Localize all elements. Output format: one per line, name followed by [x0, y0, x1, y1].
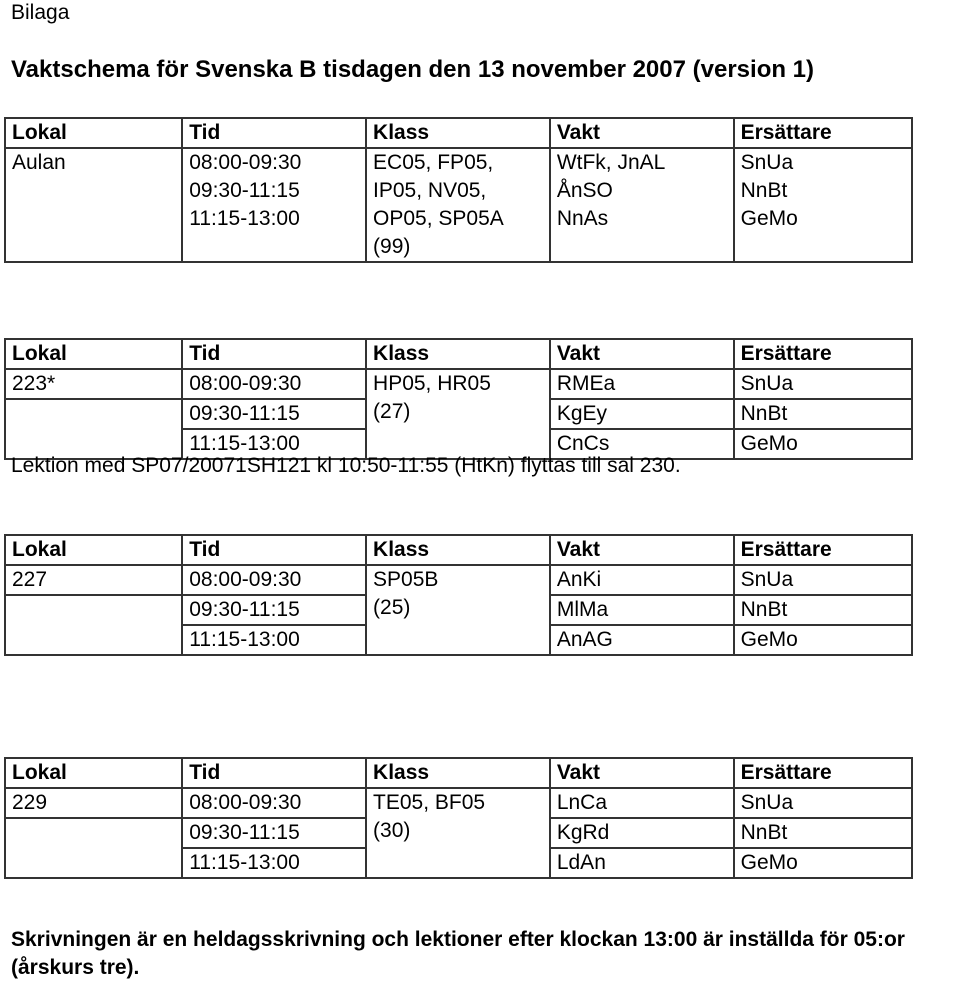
table-header-row — [5, 118, 912, 148]
schedule-table-227 — [4, 534, 913, 656]
substitute-name: GeMo — [740, 432, 798, 455]
class-count: (30) — [373, 819, 411, 842]
relocation-note: Lektion med SP07/20071SH121 kl 10:50-11:55 (HtKn) flyttas till sal 230. — [11, 454, 681, 477]
lokal-cell — [5, 565, 182, 595]
tid-cell — [182, 369, 366, 399]
substitute-name: NnBt — [740, 179, 788, 202]
table-row — [5, 148, 912, 262]
guard-name: ÅnSO — [556, 179, 613, 202]
column-header-ersattare: Ersättare — [734, 535, 912, 565]
table-header-row — [5, 758, 912, 788]
substitute-name: SnUa — [740, 372, 794, 395]
tid-cell — [182, 399, 366, 429]
vakt-cell — [550, 625, 734, 655]
tid-cell — [182, 565, 366, 595]
guard-name: LdAn — [556, 851, 606, 874]
guard-name: KgRd — [556, 821, 610, 844]
ersattare-cell — [734, 625, 912, 655]
table-row — [5, 788, 912, 818]
substitute-name: SnUa — [740, 151, 794, 174]
lokal-cell — [5, 788, 182, 818]
column-header-tid: Tid — [182, 758, 366, 788]
time-slot: 09:30-11:15 — [189, 821, 300, 844]
footer-notice: Skrivningen är en heldagsskrivning och lektioner efter klockan 13:00 är inställda för 05:or (årskurs tre). — [11, 928, 905, 979]
class-count: (27) — [373, 400, 411, 423]
class-count: (25) — [373, 596, 411, 619]
vakt-cell — [550, 369, 734, 399]
column-header-ersattare: Ersättare — [734, 118, 912, 148]
lokal-value: 229 — [12, 791, 48, 814]
lokal-value: 227 — [12, 568, 48, 591]
klass-cell — [366, 565, 550, 655]
document-label: Bilaga — [11, 1, 70, 24]
tid-cell — [182, 148, 366, 262]
guard-name: AnAG — [556, 628, 613, 651]
column-header-lokal: Lokal — [5, 535, 182, 565]
column-header-klass: Klass — [366, 758, 550, 788]
ersattare-cell — [734, 399, 912, 429]
class-line: HP05, HR05 — [373, 372, 491, 395]
substitute-name: NnBt — [740, 821, 788, 844]
tid-cell — [182, 818, 366, 848]
lokal-cell — [5, 369, 182, 399]
lokal-value: 223* — [12, 372, 56, 395]
schedule-table-223 — [4, 338, 913, 460]
schedule-table-229 — [4, 757, 913, 879]
time-slot: 11:15-13:00 — [189, 628, 300, 651]
substitute-name: NnBt — [740, 598, 788, 621]
class-line: TE05, BF05 — [373, 791, 486, 814]
guard-name: AnKi — [556, 568, 602, 591]
column-header-vakt: Vakt — [550, 535, 734, 565]
table-header-row — [5, 339, 912, 369]
time-slot: 08:00-09:30 — [189, 568, 302, 591]
table-row — [5, 565, 912, 595]
lokal-cell-empty — [5, 399, 182, 459]
column-header-vakt: Vakt — [550, 118, 734, 148]
substitute-name: SnUa — [740, 791, 794, 814]
tid-cell — [182, 848, 366, 878]
column-header-klass: Klass — [366, 339, 550, 369]
column-header-tid: Tid — [182, 339, 366, 369]
vakt-cell — [550, 565, 734, 595]
column-header-tid: Tid — [182, 118, 366, 148]
ersattare-cell — [734, 595, 912, 625]
guard-name: CnCs — [556, 432, 610, 455]
column-header-lokal: Lokal — [5, 758, 182, 788]
vakt-cell — [550, 595, 734, 625]
class-line: IP05, NV05, — [373, 179, 487, 202]
time-slot: 11:15-13:00 — [189, 851, 300, 874]
time-slot: 11:15-13:00 — [189, 207, 300, 230]
lokal-cell — [5, 148, 182, 262]
time-slot: 11:15-13:00 — [189, 432, 300, 455]
time-slot: 09:30-11:15 — [189, 179, 300, 202]
substitute-name: NnBt — [740, 402, 788, 425]
ersattare-cell — [734, 148, 912, 262]
column-header-tid: Tid — [182, 535, 366, 565]
class-line: EC05, FP05, — [373, 151, 494, 174]
substitute-name: GeMo — [740, 628, 798, 651]
column-header-ersattare: Ersättare — [734, 339, 912, 369]
schedule-table-aulan — [4, 117, 913, 263]
time-slot: 08:00-09:30 — [189, 151, 302, 174]
table-header-row — [5, 535, 912, 565]
vakt-cell — [550, 148, 734, 262]
vakt-cell — [550, 788, 734, 818]
ersattare-cell — [734, 369, 912, 399]
column-header-vakt: Vakt — [550, 758, 734, 788]
ersattare-cell — [734, 565, 912, 595]
ersattare-cell — [734, 848, 912, 878]
klass-cell — [366, 148, 550, 262]
ersattare-cell — [734, 429, 912, 459]
guard-name: WtFk, JnAL — [556, 151, 666, 174]
substitute-name: SnUa — [740, 568, 794, 591]
substitute-name: GeMo — [740, 207, 798, 230]
vakt-cell — [550, 399, 734, 429]
guard-name: LnCa — [556, 791, 608, 814]
guard-name: KgEy — [556, 402, 608, 425]
ersattare-cell — [734, 788, 912, 818]
vakt-cell — [550, 818, 734, 848]
time-slot: 09:30-11:15 — [189, 598, 300, 621]
substitute-name: GeMo — [740, 851, 798, 874]
lokal-value: Aulan — [12, 151, 66, 174]
klass-cell — [366, 369, 550, 459]
time-slot: 09:30-11:15 — [189, 402, 300, 425]
column-header-vakt: Vakt — [550, 339, 734, 369]
ersattare-cell — [734, 818, 912, 848]
class-line: OP05, SP05A — [373, 207, 504, 230]
tid-cell — [182, 595, 366, 625]
column-header-ersattare: Ersättare — [734, 758, 912, 788]
column-header-klass: Klass — [366, 535, 550, 565]
tid-cell — [182, 788, 366, 818]
lokal-cell-empty — [5, 818, 182, 878]
column-header-lokal: Lokal — [5, 339, 182, 369]
lokal-cell-empty — [5, 595, 182, 655]
guard-name: MlMa — [556, 598, 609, 621]
column-header-klass: Klass — [366, 118, 550, 148]
time-slot: 08:00-09:30 — [189, 791, 302, 814]
class-count: (99) — [373, 235, 411, 258]
column-header-lokal: Lokal — [5, 118, 182, 148]
tid-cell — [182, 625, 366, 655]
guard-name: RMEa — [556, 372, 616, 395]
time-slot: 08:00-09:30 — [189, 372, 302, 395]
page-title: Vaktschema för Svenska B tisdagen den 13 november 2007 (version 1) — [11, 56, 815, 83]
klass-cell — [366, 788, 550, 878]
class-line: SP05B — [373, 568, 439, 591]
vakt-cell — [550, 848, 734, 878]
table-row — [5, 369, 912, 399]
guard-name: NnAs — [556, 207, 609, 230]
